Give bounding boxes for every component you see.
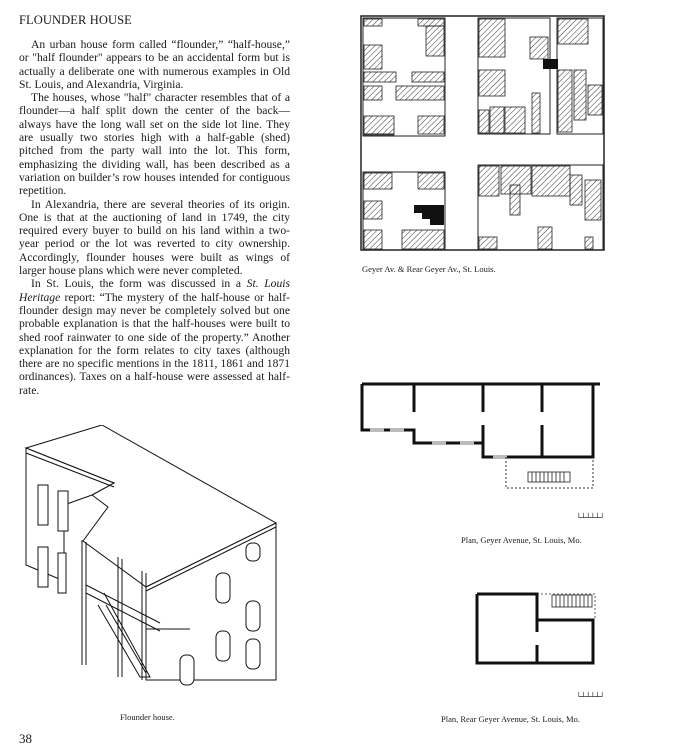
plan-geyer-caption: Plan, Geyer Avenue, St. Louis, Mo. <box>461 535 582 545</box>
site-map-figure <box>360 15 605 251</box>
house-caption: Flounder house. <box>120 712 175 722</box>
plan-rear-geyer-caption: Plan, Rear Geyer Avenue, St. Louis, Mo. <box>441 714 580 724</box>
publication-title: St. Louis Heritage <box>19 277 291 304</box>
paragraph-4-end: report: “The mystery of the half-house or half-flounder design may never be completely solved but one probable explanation is that the half-houses were built to shed roof rainwater to one side of the property.” Another explanation for the form relates to city taxes (although there are no specific mentions in the 1811, 1861 and 1871 ordinances). Taxes on a half-house were assessed at half-rate. <box>19 290 290 397</box>
plan-geyer-scale-bar: └┴┴┴┴┘ <box>576 513 605 522</box>
paragraph-2: The houses, whose "half" character resembles that of a flounder—a half split down the center of the back—always have the long wall set on the side lot line. They are usually two stories high with a half-gable (shed) pitched from the party wall into the lot. This form, emphasizing the dividing wall, has been described as a variation on builder’s row houses intended for contiguous repetition. <box>19 91 290 198</box>
plan-geyer-avenue-figure <box>360 380 600 500</box>
plan-rear-geyer-figure <box>470 590 610 690</box>
page-number: 38 <box>19 731 32 746</box>
map-caption: Geyer Av. & Rear Geyer Av., St. Louis. <box>362 264 496 274</box>
paragraph-4 <box>19 277 290 397</box>
paragraph-4-start: In St. Louis, the form was discussed in a <box>31 277 247 291</box>
flounder-house-illustration <box>20 425 280 695</box>
section-heading: FLOUNDER HOUSE <box>19 13 132 27</box>
paragraph-3: In Alexandria, there are several theories of its origin. One is that at the auctioning of land in 1749, the city required every buyer to build on his land within a two-year period or the lot was reverted to city ownership. Accordingly, flounder houses were built as wings of larger house plans which were never completed. <box>19 197 290 278</box>
plan-rear-geyer-scale-bar: └┴┴┴┴┘ <box>576 692 605 701</box>
body-text <box>19 38 290 397</box>
paragraph-1: An urban house form called “flounder,” “half-house,” or "half flounder" appears to be an accidental form but is actually a deliberate one with numerous examples in Old St. Louis, and Alexandria, Virginia. <box>19 38 290 91</box>
